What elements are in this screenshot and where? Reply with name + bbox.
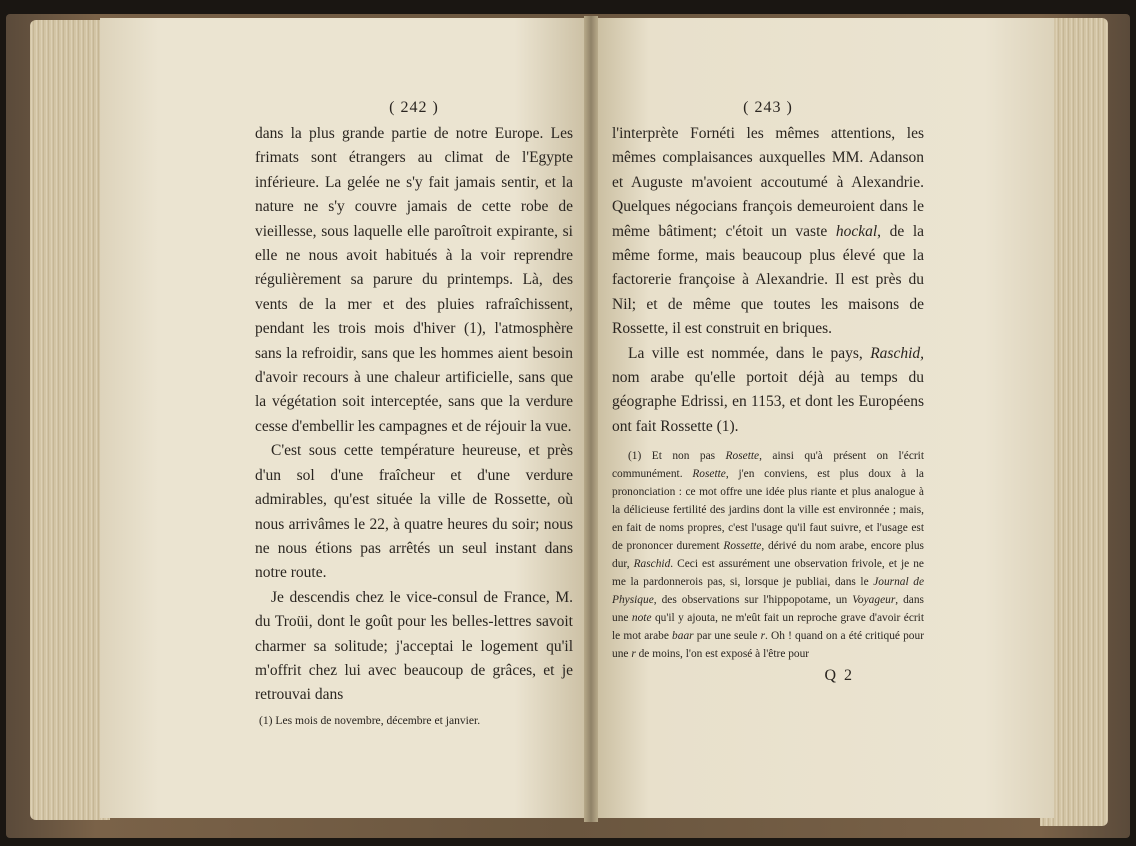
fn-e: . Ceci est assurément une observation frivole, et je ne me la pardonnerois pas, si, lorsque je publiai, dans le <box>612 558 924 589</box>
left-footnote: (1) Les mois de novembre, décembre et janvier. <box>259 713 481 727</box>
fn-c: , j'en conviens, est plus doux à la prononciation : ce mot offre une idée plus riante et plus analogue à la délicieuse fertilité des jardins dont la ville est environnée ; mais, en fait de noms propres, c'est l'usage qu'il faut suivre, et l'usage est de prononcer durement <box>612 468 924 553</box>
rp2-end: nom arabe qu'elle portoit déjà au temps du géographe Edrissi, en 1153, et dont les Européens ont fait Rossette (1). <box>612 369 924 435</box>
left-page-edges <box>30 20 110 820</box>
fn-d-i: Raschid <box>633 558 671 571</box>
right-page-number: ( 243 ) <box>743 99 793 116</box>
fn-h: qu'il y ajouta, ne m'eût fait un reproche grave d'avoir écrit le mot arabe <box>612 612 924 643</box>
left-page-text <box>255 96 573 730</box>
fn-i: par une seule <box>696 630 758 643</box>
left-page-number: ( 242 ) <box>389 99 439 116</box>
fn-c-i: Rossette <box>723 540 762 553</box>
fn-g: , dans une <box>612 594 924 625</box>
book-gutter <box>584 16 598 822</box>
left-paragraph-1: dans la plus grande partie de notre Europe. Les frimats sont étrangers au climat de l'Egypte inférieure. La gelée ne s'y fait jamais sentir, et la nature ne s'y couvre jamais de cette robe de vieillesse, sous laquelle elle paroîtroit expirante, si elle ne nous avoit habitués à la voir reprendre régulièrement sa parure du printemps. Là, des vents de la mer et des pluies rafraîchissent, pendant les trois mois d'hiver (1), l'atmosphère sans la refroidir, sans que les hommes aient besoin d'avoir recours à une chaleur artificielle, sans que la végétation soit interceptée, sans que la verdure cesse d'embellir les campagnes et de réjouir la vue. <box>255 125 573 435</box>
signature-mark: Q 2 <box>824 667 854 685</box>
rp1-italic: hockal <box>835 222 878 240</box>
fn-a-i: Rosette <box>725 450 760 463</box>
right-page-text <box>612 96 924 685</box>
rp2-italic: Raschid, <box>870 344 924 362</box>
fn-b-i: Rosette <box>692 468 726 481</box>
fn-i-i: r <box>760 630 766 643</box>
left-paragraph-2: C'est sous cette température heureuse, et près d'un sol d'une fraîcheur et d'une verdure admirables, qu'est située la ville de Rossette, où nous arrivâmes le 22, à quatre heures du soir; nous ne nous étions pas arrêtés un seul instant dans notre route. <box>255 442 573 582</box>
left-paragraph-3: Je descendis chez le vice-consul de France, M. du Troüi, dont le goût pour les belles-lettres savoit charmer sa solitude; j'acceptai le logement qu'il m'offrit chez lui avec beaucoup de grâces, et je retrouvai dans <box>255 588 573 704</box>
fn-e-i: Journal de Physique <box>612 576 924 607</box>
fn-g-i: note <box>631 612 652 625</box>
fn-k: de moins, l'on est exposé à l'être pour <box>638 648 810 661</box>
right-footnote <box>612 447 924 663</box>
rp2-start: La ville est nommée, dans le pays, <box>628 344 863 362</box>
fn-h-i: baar <box>672 630 694 643</box>
rp1-start: l'interprète Fornéti les mêmes attentions, les mêmes complaisances auxquelles MM. Adanson et Auguste m'avoient accoutumé à Alexandrie. Quelques négocians françois demeuroient dans le même bâtiment; c'étoit un vaste <box>612 125 924 240</box>
right-paragraph-2 <box>612 342 924 440</box>
fn-a: (1) Et non pas <box>628 450 716 463</box>
fn-f: , des observations sur l'hippopotame, un <box>653 594 848 607</box>
fn-d: , dérivé du nom arabe, encore plus dur, <box>612 540 924 571</box>
fn-j: . Oh ! quand on a été critiqué pour une <box>612 630 924 661</box>
right-paragraph-1 <box>612 122 924 342</box>
rp1-end: , de la même forme, mais beaucoup plus élevé que la factorerie françoise à Alexandrie. Il est près du Nil; et de même que toutes les maisons de Rossette, il est construit en briques. <box>612 222 925 338</box>
fn-j-i: r <box>631 648 636 661</box>
fn-f-i: Voyageur <box>852 594 896 607</box>
fn-b: , ainsi qu'à présent on l'écrit communément. <box>612 450 924 481</box>
